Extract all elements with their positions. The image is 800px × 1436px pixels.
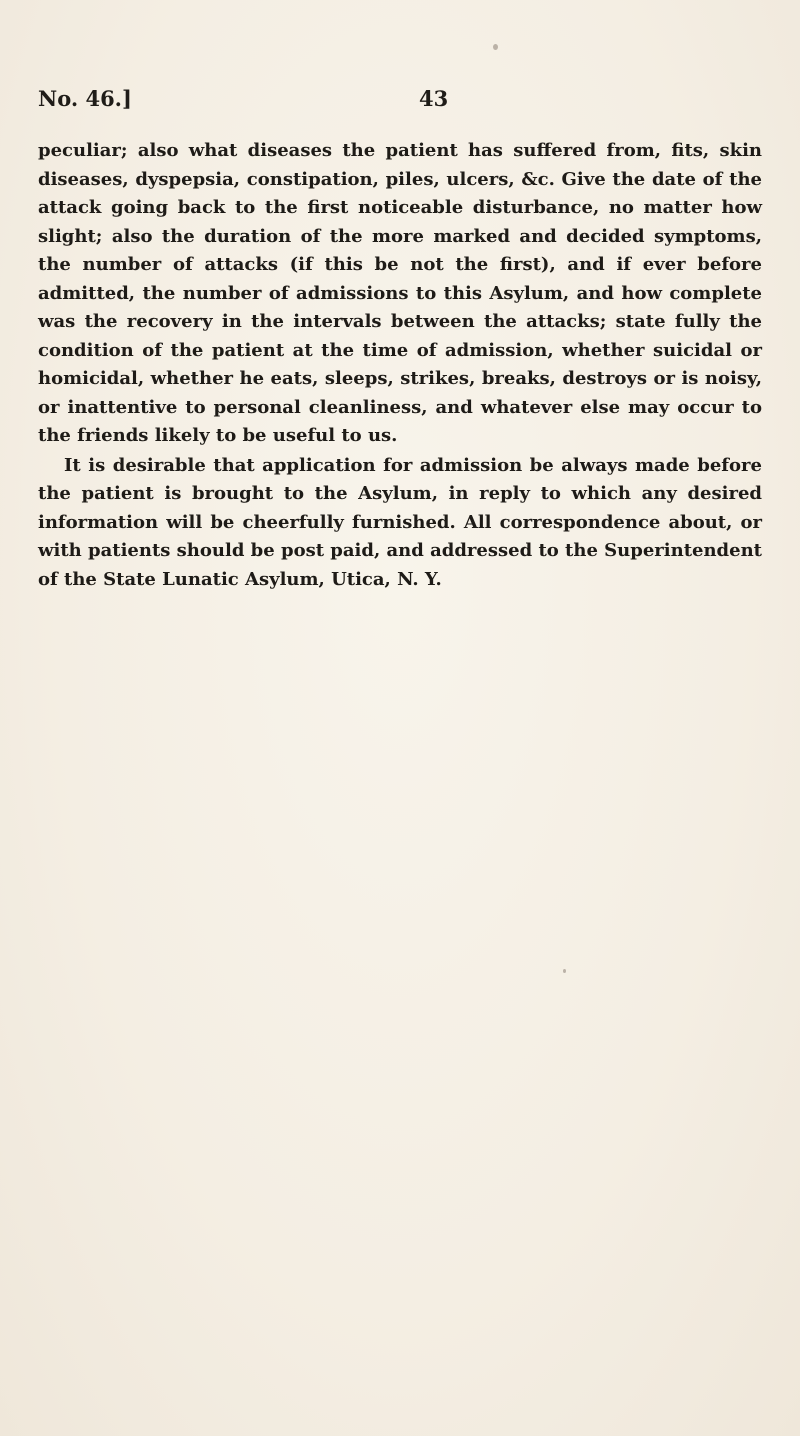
paragraph-continued: peculiar; also what diseases the patient has suffered from, fits, skin diseases, dyspepsia, constipation, piles, ulcers, &c. Give the date of the attack going back to the first noticeable disturbance, no matter how slight; also the duration of the more marked and decided symptoms, the number of attacks (if this be not the first), and if ever before admitted, the number of admissions to this Asylum, and how complete was the recovery in the intervals between the attacks; state fully the condition of the patient at the time of admission, whether suicidal or homicidal, whether he eats, sleeps, strikes, breaks, destroys or is noisy, or inattentive to personal cleanliness, and whatever else may occur to the friends likely to be useful to us. — [38, 140, 762, 446]
body-text — [38, 137, 762, 594]
document-number: No. 46.] — [38, 86, 132, 111]
paragraph-application: It is desirable that application for admission be always made before the patient is brought to the Asylum, in reply to which any desired information will be cheerfully furnished. All correspondence about, or with patients should be post paid, and addressed to the Superintendent of the State Lunatic Asylum, Utica, N. Y. — [38, 454, 762, 590]
page-number: 43 — [419, 86, 449, 111]
paper-speck — [493, 44, 498, 50]
paper-speck — [563, 969, 566, 973]
running-head — [38, 86, 762, 118]
